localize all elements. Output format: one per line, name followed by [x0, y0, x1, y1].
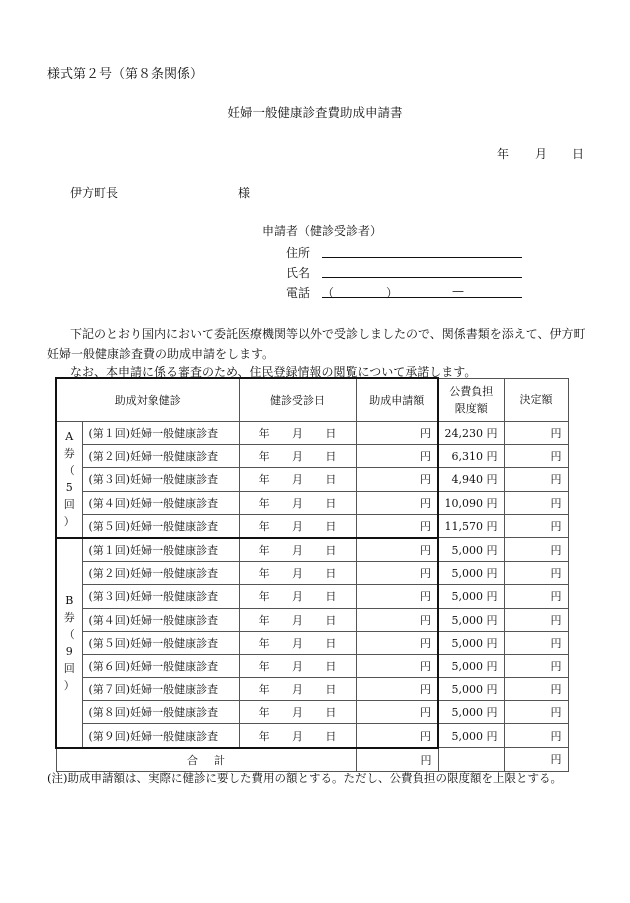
decision-field[interactable]: 円	[504, 445, 568, 468]
decision-field[interactable]: 円	[504, 491, 568, 514]
date-day-field[interactable]: 日	[572, 147, 585, 161]
date-year-unit: 年	[258, 613, 270, 627]
amount-field[interactable]: 円	[356, 724, 438, 748]
group-b-char: B	[65, 593, 74, 607]
exam-label: (第２回)妊婦一般健康診査	[82, 562, 239, 585]
date-month-unit: 月	[291, 683, 303, 697]
date-month-unit: 月	[291, 729, 303, 743]
header-limit-line-1: 公費負担	[449, 384, 494, 398]
date-month-unit: 月	[291, 706, 303, 720]
header-date: 健診受診日	[239, 378, 356, 422]
paragraph-1-line-2: 妊婦一般健康診査費の助成申請をします。	[47, 347, 275, 361]
date-month-unit: 月	[291, 519, 303, 533]
limit-value: 5,000 円	[438, 631, 504, 654]
phone-paren-open: （	[322, 286, 335, 300]
decision-field[interactable]: 円	[504, 631, 568, 654]
table-row	[56, 491, 568, 514]
date-month-unit: 月	[291, 613, 303, 627]
date-year-unit: 年	[258, 496, 270, 510]
date-day-unit: 日	[325, 567, 337, 581]
exam-label: (第４回)妊婦一般健康診査	[82, 491, 239, 514]
limit-value: 5,000 円	[438, 654, 504, 677]
table-row	[56, 562, 568, 585]
exam-label: (第５回)妊婦一般健康診査	[82, 514, 239, 538]
phone-paren-close: ）	[386, 286, 399, 300]
table-row	[56, 538, 568, 562]
total-amount-field[interactable]: 円	[356, 748, 438, 772]
decision-field[interactable]: 円	[504, 468, 568, 491]
group-a-char: A	[65, 430, 74, 444]
application-table	[55, 377, 569, 772]
amount-field[interactable]: 円	[356, 468, 438, 491]
date-month-unit: 月	[291, 544, 303, 558]
date-day-unit: 日	[325, 729, 337, 743]
date-month-unit: 月	[291, 473, 303, 487]
date-year-unit: 年	[258, 567, 270, 581]
exam-label: (第５回)妊婦一般健康診査	[82, 631, 239, 654]
date-year-field[interactable]: 年	[497, 147, 510, 161]
date-year-unit: 年	[258, 636, 270, 650]
date-month-field[interactable]: 月	[535, 147, 548, 161]
group-a-char: （	[63, 464, 75, 478]
table-row	[56, 468, 568, 491]
date-month-unit: 月	[291, 590, 303, 604]
limit-value: 5,000 円	[438, 724, 504, 748]
phone-label: 電話	[286, 286, 311, 300]
amount-field[interactable]: 円	[356, 678, 438, 701]
exam-date-field[interactable]	[239, 538, 356, 562]
date-year-unit: 年	[258, 427, 270, 441]
limit-value: 5,000 円	[438, 678, 504, 701]
exam-label: (第３回)妊婦一般健康診査	[82, 585, 239, 608]
date-day-unit: 日	[325, 544, 337, 558]
date-year-unit: 年	[258, 519, 270, 533]
amount-field[interactable]: 円	[356, 654, 438, 677]
decision-field[interactable]: 円	[504, 654, 568, 677]
amount-field[interactable]: 円	[356, 422, 438, 445]
date-day-unit: 日	[325, 590, 337, 604]
limit-value: 10,090 円	[438, 491, 504, 514]
date-day-unit: 日	[325, 427, 337, 441]
decision-field[interactable]: 円	[504, 724, 568, 748]
date-day-unit: 日	[325, 613, 337, 627]
decision-field[interactable]: 円	[504, 562, 568, 585]
addressee: 伊方町長	[70, 186, 119, 200]
group-b-char: ）	[63, 678, 75, 692]
exam-date-field[interactable]	[239, 514, 356, 538]
paragraph-1-line-1: 下記のとおり国内において委託医療機関等以外で受診しましたので、関係書類を添えて、伊方町	[70, 327, 586, 341]
document-title: 妊婦一般健康診査費助成申請書	[227, 105, 403, 120]
exam-label: (第１回)妊婦一般健康診査	[82, 538, 239, 562]
group-a-char: ）	[63, 515, 75, 529]
date-year-unit: 年	[258, 450, 270, 464]
total-label: 合計	[56, 748, 356, 772]
header-limit	[438, 378, 504, 422]
group-a-label	[56, 422, 82, 538]
group-b-char: 回	[63, 661, 75, 675]
date-day-unit: 日	[325, 519, 337, 533]
total-decision-field[interactable]: 円	[504, 748, 568, 772]
date-day-unit: 日	[325, 683, 337, 697]
exam-date-field[interactable]	[239, 422, 356, 445]
table-row	[56, 585, 568, 608]
table-row	[56, 701, 568, 724]
decision-field[interactable]: 円	[504, 701, 568, 724]
decision-field[interactable]: 円	[504, 585, 568, 608]
exam-label: (第２回)妊婦一般健康診査	[82, 445, 239, 468]
addressee-suffix: 様	[238, 186, 251, 200]
table-row	[56, 608, 568, 631]
date-day-unit: 日	[325, 450, 337, 464]
table-header-row	[56, 378, 568, 422]
limit-value: 5,000 円	[438, 608, 504, 631]
exam-date-field[interactable]	[239, 631, 356, 654]
date-month-unit: 月	[291, 567, 303, 581]
total-limit-empty	[438, 748, 504, 772]
limit-value: 5,000 円	[438, 701, 504, 724]
table-row	[56, 422, 568, 445]
applicant-heading: 申請者（健診受診者）	[262, 224, 383, 238]
group-b-char: 券	[63, 610, 75, 624]
exam-date-field[interactable]	[239, 468, 356, 491]
address-field[interactable]	[322, 257, 522, 258]
amount-field[interactable]: 円	[356, 538, 438, 562]
decision-field[interactable]: 円	[504, 422, 568, 445]
phone-field[interactable]	[322, 297, 522, 298]
date-day-unit: 日	[325, 636, 337, 650]
exam-date-field[interactable]	[239, 562, 356, 585]
limit-value: 24,230 円	[438, 422, 504, 445]
group-b-label	[56, 538, 82, 748]
exam-label: (第９回)妊婦一般健康診査	[82, 724, 239, 748]
exam-date-field[interactable]	[239, 701, 356, 724]
table-row	[56, 724, 568, 748]
amount-field[interactable]: 円	[356, 701, 438, 724]
form-code: 様式第２号（第８条関係）	[47, 67, 204, 82]
decision-field[interactable]: 円	[504, 538, 568, 562]
date-day-unit: 日	[325, 706, 337, 720]
limit-value: 6,310 円	[438, 445, 504, 468]
exam-label: (第４回)妊婦一般健康診査	[82, 608, 239, 631]
exam-date-field[interactable]	[239, 724, 356, 748]
amount-field[interactable]: 円	[356, 631, 438, 654]
table-row	[56, 445, 568, 468]
limit-value: 11,570 円	[438, 514, 504, 538]
exam-date-field[interactable]	[239, 491, 356, 514]
exam-date-field[interactable]	[239, 585, 356, 608]
limit-value: 4,940 円	[438, 468, 504, 491]
date-year-unit: 年	[258, 706, 270, 720]
table-row	[56, 678, 568, 701]
group-a-char: 券	[63, 447, 75, 461]
paragraph-2: なお、本申請に係る審査のため、住民登録情報の閲覧について承諾します。	[70, 365, 477, 379]
date-month-unit: 月	[291, 636, 303, 650]
date-year-unit: 年	[258, 729, 270, 743]
date-month-unit: 月	[291, 496, 303, 510]
table-row	[56, 631, 568, 654]
date-month-unit: 月	[291, 659, 303, 673]
phone-dash: —	[452, 284, 464, 298]
header-limit-line-2: 限度額	[454, 401, 488, 415]
exam-label: (第８回)妊婦一般健康診査	[82, 701, 239, 724]
amount-field[interactable]: 円	[356, 562, 438, 585]
table-row	[56, 514, 568, 538]
group-b-char: 9	[65, 644, 73, 658]
table-row	[56, 654, 568, 677]
exam-label: (第７回)妊婦一般健康診査	[82, 678, 239, 701]
group-a-char: 回	[63, 498, 75, 512]
date-day-unit: 日	[325, 659, 337, 673]
exam-date-field[interactable]	[239, 654, 356, 677]
exam-label: (第１回)妊婦一般健康診査	[82, 422, 239, 445]
amount-field[interactable]: 円	[356, 445, 438, 468]
date-year-unit: 年	[258, 659, 270, 673]
group-a-char: 5	[65, 481, 73, 495]
date-month-unit: 月	[291, 427, 303, 441]
date-year-unit: 年	[258, 544, 270, 558]
amount-field[interactable]: 円	[356, 608, 438, 631]
date-year-unit: 年	[258, 683, 270, 697]
header-amount: 助成申請額	[356, 378, 438, 422]
header-item: 助成対象健診	[56, 378, 239, 422]
total-row	[56, 748, 568, 772]
limit-value: 5,000 円	[438, 585, 504, 608]
group-b-char: （	[63, 627, 75, 641]
date-day-unit: 日	[325, 473, 337, 487]
date-month-unit: 月	[291, 450, 303, 464]
date-day-unit: 日	[325, 496, 337, 510]
exam-label: (第３回)妊婦一般健康診査	[82, 468, 239, 491]
decision-field[interactable]: 円	[504, 608, 568, 631]
name-label: 氏名	[286, 266, 311, 280]
name-field[interactable]	[322, 277, 522, 278]
decision-field[interactable]: 円	[504, 678, 568, 701]
amount-field[interactable]: 円	[356, 514, 438, 538]
exam-date-field[interactable]	[239, 608, 356, 631]
exam-date-field[interactable]	[239, 445, 356, 468]
header-decision: 決定額	[504, 378, 568, 422]
note: (注)助成申請額は、実際に健診に要した費用の額とする。ただし、公費負担の限度額を上限とする。	[47, 771, 562, 785]
date-year-unit: 年	[258, 590, 270, 604]
exam-label: (第６回)妊婦一般健康診査	[82, 654, 239, 677]
exam-date-field[interactable]	[239, 678, 356, 701]
limit-value: 5,000 円	[438, 562, 504, 585]
amount-field[interactable]: 円	[356, 491, 438, 514]
limit-value: 5,000 円	[438, 538, 504, 562]
decision-field[interactable]: 円	[504, 514, 568, 538]
amount-field[interactable]: 円	[356, 585, 438, 608]
date-year-unit: 年	[258, 473, 270, 487]
address-label: 住所	[286, 246, 311, 260]
